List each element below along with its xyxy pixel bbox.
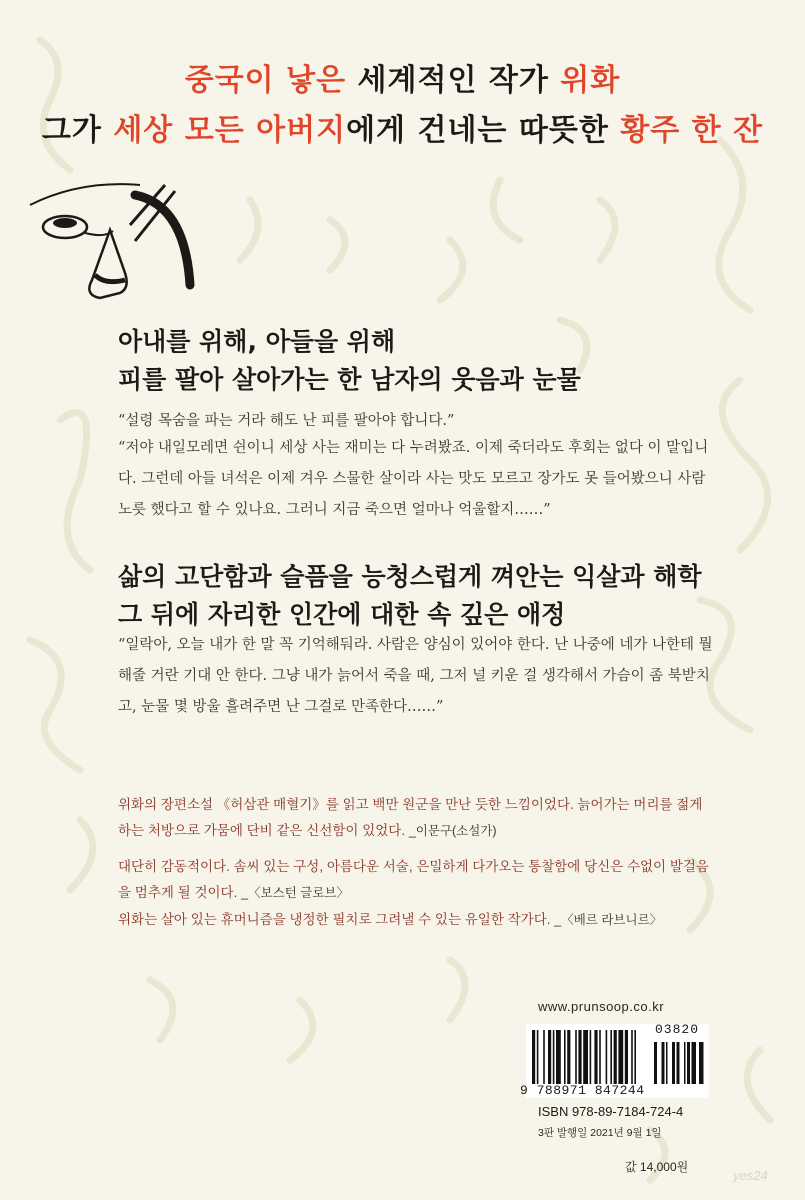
quote-1: “설령 목숨을 파는 거라 해도 난 피를 팔아야 합니다.” <box>118 413 455 429</box>
review-text: 대단히 감동적이다. 솜씨 있는 구성, 아름다운 서술, 은밀하게 다가오는 통찰함에 당신은 수없이 발걸음을 멈추게 될 것이다. <box>118 859 709 900</box>
section-1-title-line-1: 아내를 위해, 아들을 위해 <box>118 327 396 356</box>
headline-line-2 <box>0 105 805 149</box>
review-text: 위화의 장편소설 《허삼관 매혈기》를 읽고 백만 원군을 만난 듯한 느낌이었다. 늙어가는 머리를 젊게 하는 처방으로 가뭄에 단비 같은 신선함이 있었다. <box>118 797 703 838</box>
review-1 <box>118 792 718 844</box>
section-2-title-line-2: 그 뒤에 자리한 인간에 대한 속 깊은 애정 <box>118 600 566 629</box>
edition-date: 3판 발행일 2021년 9월 1일 <box>538 1127 662 1139</box>
headline-segment: 세계적인 작가 <box>346 63 561 98</box>
quote-2: “저야 내일모레면 쉰이니 세상 사는 재미는 다 누려봤죠. 이제 죽더라도 후회는 없다 이 말입니다. 그런데 아들 녀석은 이제 겨우 스물한 살이라 사는 맛도 모르고 장가도 못 들어봤으니 사람 노릇 했다고 할 수 있나요. 그러니 지금 죽으면 얼마나 억울할지……” <box>118 440 709 518</box>
headline-segment: 황주 한 잔 <box>608 113 764 148</box>
review-source: _〈보스턴 글로브〉 <box>241 886 349 900</box>
headline-segment: 그가 <box>41 113 114 148</box>
book-price: 값 14,000원 <box>625 1160 689 1174</box>
review-2 <box>118 854 718 906</box>
section-2-title <box>118 558 738 634</box>
headline-segment: 에게 건네는 <box>346 113 519 148</box>
section-1-title-line-2: 피를 팔아 살아가는 한 남자의 웃음과 눈물 <box>118 365 581 394</box>
headline-segment: 따뜻한 <box>518 113 609 148</box>
isbn-barcode-digits: 9 788971 847244 <box>520 1083 645 1098</box>
ink-drawing-illustration <box>25 175 225 325</box>
review-text: 위화는 살아 있는 휴머니즘을 냉정한 필치로 그려낼 수 있는 유일한 작가다. <box>118 912 551 927</box>
isbn-number: ISBN 978-89-7184-724-4 <box>538 1104 684 1119</box>
section-2-title-line-1: 삶의 고단함과 슬픔을 능청스럽게 껴안는 익살과 해학 <box>118 562 702 591</box>
review-source: _〈베르 라브니르〉 <box>554 913 663 927</box>
headline-line-1 <box>0 55 805 99</box>
review-source: _이문구(소설가) <box>408 824 497 838</box>
review-3 <box>118 907 718 933</box>
headline-segment: 중국이 낳은 <box>184 63 347 98</box>
watermark: yes24 <box>733 1168 768 1183</box>
section-1-title <box>118 323 738 399</box>
quote-3: “일락아, 오늘 내가 한 말 꼭 기억해둬라. 사람은 양심이 있어야 한다. 난 나중에 네가 나한테 뭘 해줄 거란 기대 안 한다. 그냥 내가 늙어서 죽을 때, 그저 널 키운 걸 생각해서 가슴이 좀 북받치고, 눈물 몇 방울 흘려주면 난 그걸로 만족한다……” <box>118 637 713 715</box>
headline-segment: 위화 <box>560 63 621 98</box>
publisher-url: www.prunsoop.co.kr <box>538 999 665 1014</box>
price-code: 03820 <box>655 1022 700 1037</box>
headline-segment: 세상 모든 아버지 <box>113 113 347 148</box>
